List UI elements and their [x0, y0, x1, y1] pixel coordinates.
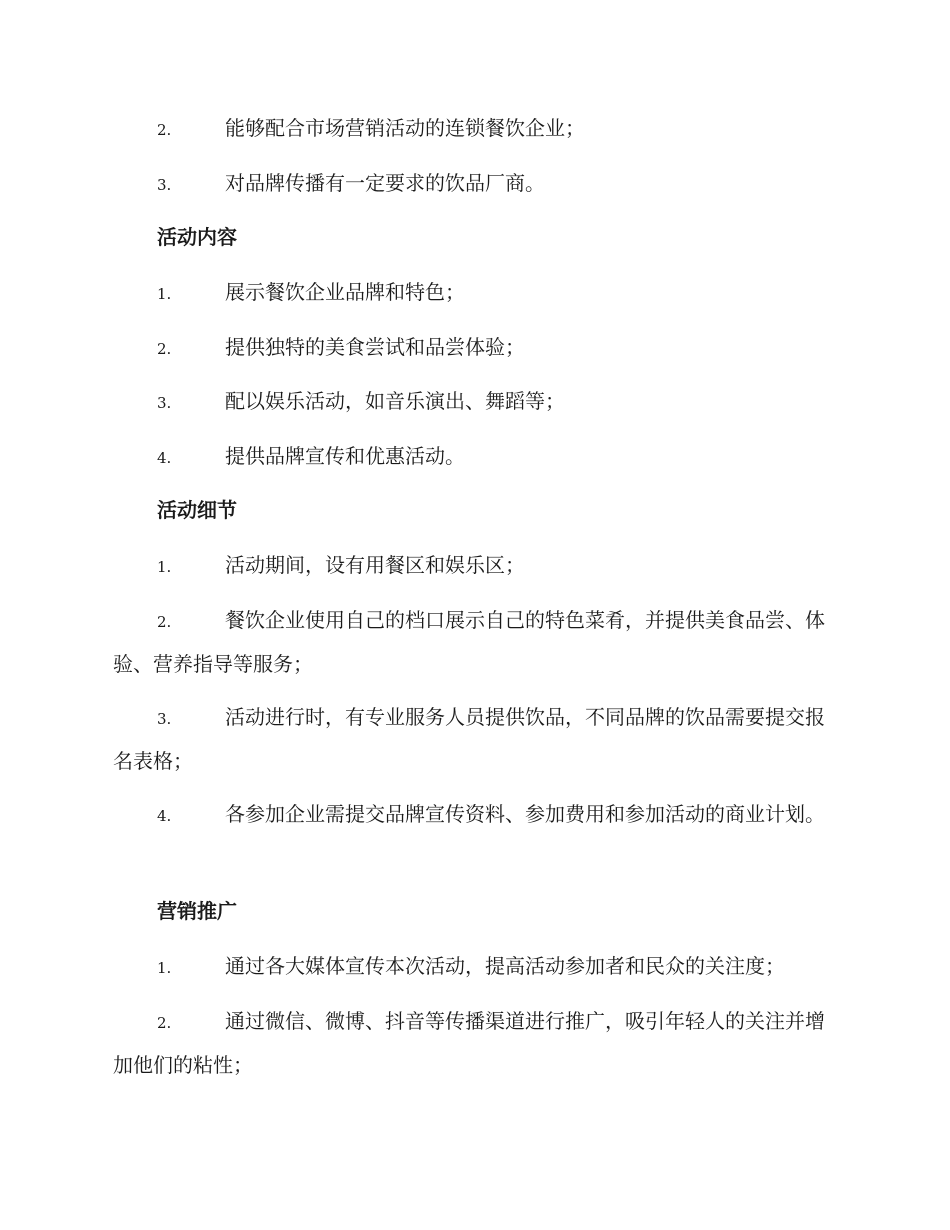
- list-number: 2.: [157, 613, 172, 631]
- list-number: 4.: [157, 449, 172, 467]
- list-number: 3.: [157, 176, 172, 194]
- list-number: 3.: [157, 394, 172, 412]
- list-item: [113, 793, 835, 837]
- list-item: [113, 945, 835, 989]
- list-text: 能够配合市场营销活动的连锁餐饮企业；: [225, 116, 585, 140]
- list-text: 提供品牌宣传和优惠活动。: [225, 444, 465, 468]
- list-item: [113, 435, 835, 479]
- list-text: 活动期间，设有用餐区和娱乐区；: [225, 553, 525, 577]
- section-heading: 活动内容: [157, 225, 237, 249]
- list-number: 1.: [157, 285, 172, 303]
- list-text: 通过各大媒体宣传本次活动，提高活动参加者和民众的关注度；: [225, 954, 785, 978]
- list-item: [113, 1000, 835, 1086]
- list-item: [113, 380, 835, 424]
- list-text: 餐饮企业使用自己的档口展示自己的特色菜肴，并提供美食品尝、体验、营养指导等服务；: [113, 608, 825, 676]
- list-item: [113, 162, 835, 206]
- list-item: [113, 107, 835, 151]
- list-number: 1.: [157, 959, 172, 977]
- list-text: 展示餐饮企业品牌和特色；: [225, 280, 465, 304]
- list-number: 2.: [157, 340, 172, 358]
- list-number: 4.: [157, 807, 172, 825]
- list-number: 2.: [157, 121, 172, 139]
- list-item: [113, 326, 835, 370]
- list-item: [113, 544, 835, 588]
- section-heading: 营销推广: [157, 899, 237, 923]
- list-text: 提供独特的美食尝试和品尝体验；: [225, 335, 525, 359]
- list-text: 活动进行时，有专业服务人员提供饮品，不同品牌的饮品需要提交报名表格；: [113, 705, 825, 773]
- list-number: 3.: [157, 710, 172, 728]
- list-text: 各参加企业需提交品牌宣传资料、参加费用和参加活动的商业计划。: [225, 802, 825, 826]
- list-text: 通过微信、微博、抖音等传播渠道进行推广，吸引年轻人的关注并增加他们的粘性；: [113, 1009, 825, 1077]
- list-number: 1.: [157, 558, 172, 576]
- section-heading: 活动细节: [157, 498, 237, 522]
- list-number: 2.: [157, 1014, 172, 1032]
- list-item: [113, 271, 835, 315]
- list-item: [113, 696, 835, 782]
- list-text: 配以娱乐活动，如音乐演出、舞蹈等；: [225, 389, 565, 413]
- list-text: 对品牌传播有一定要求的饮品厂商。: [225, 171, 545, 195]
- list-item: [113, 599, 835, 685]
